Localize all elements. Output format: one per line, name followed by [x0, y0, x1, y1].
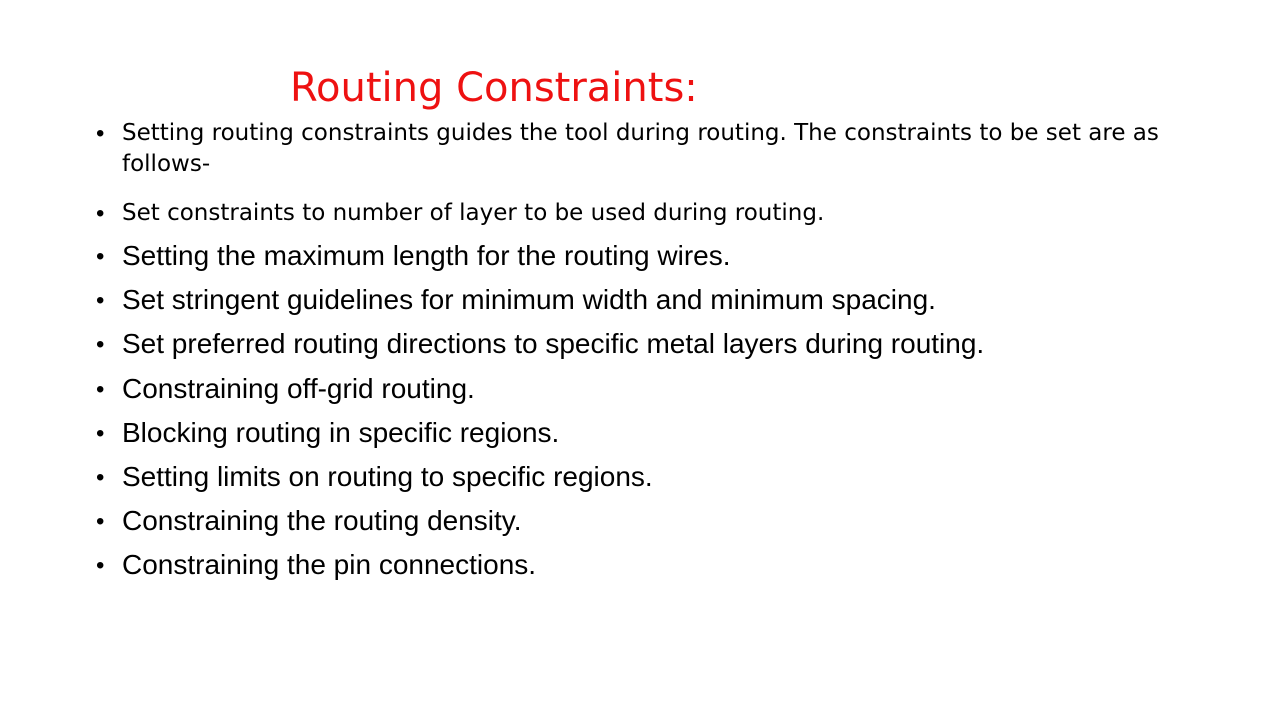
bullet-text: Set constraints to number of layer to be used during routing.: [122, 200, 825, 226]
list-item: [96, 371, 1196, 415]
list-item: [96, 503, 1196, 547]
bullet-dot-icon: •: [96, 287, 105, 315]
bullet-text: Constraining the routing density.: [122, 505, 522, 537]
list-item: [96, 198, 1196, 238]
bullet-dot-icon: •: [96, 463, 105, 491]
slide-title: Routing Constraints:: [290, 65, 698, 111]
bullet-text: Constraining the pin connections.: [122, 549, 537, 581]
bullet-list: [96, 118, 1196, 592]
bullet-dot-icon: •: [96, 243, 105, 270]
bullet-dot-icon: •: [96, 200, 105, 227]
bullet-dot-icon: •: [96, 419, 105, 447]
bullet-dot-icon: •: [96, 120, 105, 147]
list-item: [96, 282, 1196, 326]
bullet-text: Set preferred routing directions to specific metal layers during routing.: [122, 328, 985, 360]
list-item: [96, 415, 1196, 459]
bullet-dot-icon: •: [96, 552, 105, 580]
bullet-text: Constraining off-grid routing.: [122, 372, 475, 404]
bullet-text: Blocking routing in specific regions.: [122, 416, 560, 448]
bullet-dot-icon: •: [96, 508, 105, 536]
bullet-text: Setting limits on routing to specific regions.: [122, 460, 653, 492]
bullet-text: Setting the maximum length for the routing wires.: [122, 240, 731, 271]
list-item: [96, 118, 1196, 198]
bullet-text: Setting routing constraints guides the tool during routing. The constraints to be set are as follows-: [122, 120, 1159, 177]
list-item: [96, 547, 1196, 591]
list-item: [96, 326, 1196, 370]
list-item: [96, 238, 1196, 282]
list-item: [96, 459, 1196, 503]
bullet-text: Set stringent guidelines for minimum width and minimum spacing.: [122, 284, 936, 316]
bullet-dot-icon: •: [96, 331, 105, 359]
bullet-dot-icon: •: [96, 375, 105, 403]
